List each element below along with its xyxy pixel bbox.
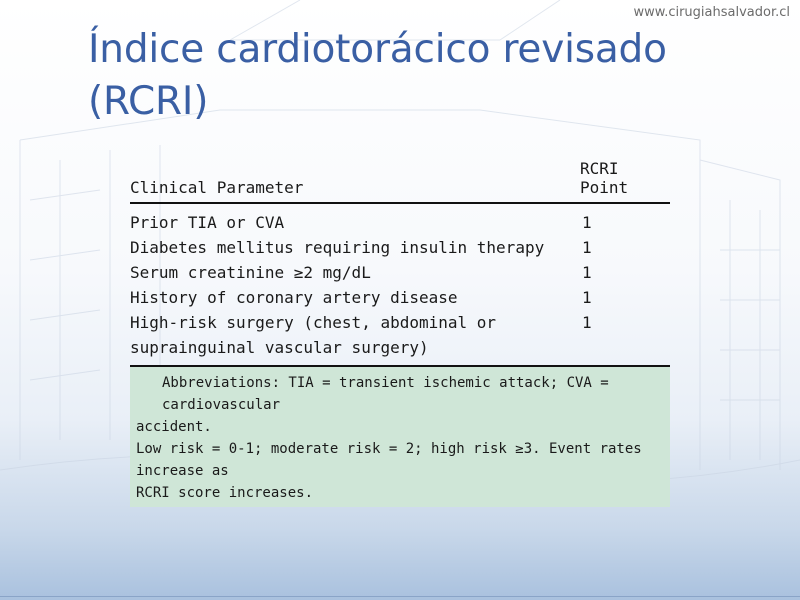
table-row <box>130 335 670 360</box>
point-cell: 1 <box>582 313 592 332</box>
footnote-abbreviations-cont: accident. <box>136 419 212 435</box>
slide-title-line: Índice cardiotorácico revisado <box>88 27 667 72</box>
table-row <box>130 310 670 335</box>
point-cell: 1 <box>582 213 592 232</box>
table-footnote <box>130 367 670 507</box>
parameter-cell: History of coronary artery disease <box>130 288 458 307</box>
parameter-cell: Serum creatinine ≥2 mg/dL <box>130 263 371 282</box>
footer-divider <box>0 596 800 597</box>
column-header-point: RCRI Point <box>580 159 629 197</box>
point-cell: 1 <box>582 288 592 307</box>
table-row <box>130 260 670 285</box>
point-cell: 1 <box>582 263 592 282</box>
parameter-cell: Prior TIA or CVA <box>130 213 285 232</box>
column-header-parameter: Clinical Parameter <box>130 178 304 197</box>
rcri-table <box>130 159 670 507</box>
point-cell: 1 <box>582 238 592 257</box>
parameter-cell: Diabetes mellitus requiring insulin therapy <box>130 238 545 257</box>
site-url: www.cirugiahsalvador.cl <box>633 5 790 20</box>
table-row <box>130 210 670 235</box>
table-row <box>130 285 670 310</box>
footnote-abbreviations: Abbreviations: TIA = transient ischemic attack; CVA = cardiovascular <box>162 375 609 413</box>
parameter-cell: High-risk surgery (chest, abdominal or <box>130 313 497 332</box>
table-body <box>130 204 670 367</box>
slide-title-line: (RCRI) <box>88 79 209 124</box>
footnote-risk-cont: RCRI score increases. <box>136 485 314 501</box>
parameter-cell: suprainguinal vascular surgery) <box>130 338 429 357</box>
point-cell <box>570 335 660 360</box>
table-row <box>130 235 670 260</box>
table-header <box>130 159 670 204</box>
slide-title <box>88 24 768 128</box>
footnote-risk: Low risk = 0-1; moderate risk = 2; high risk ≥3. Event rates increase as <box>136 441 642 479</box>
